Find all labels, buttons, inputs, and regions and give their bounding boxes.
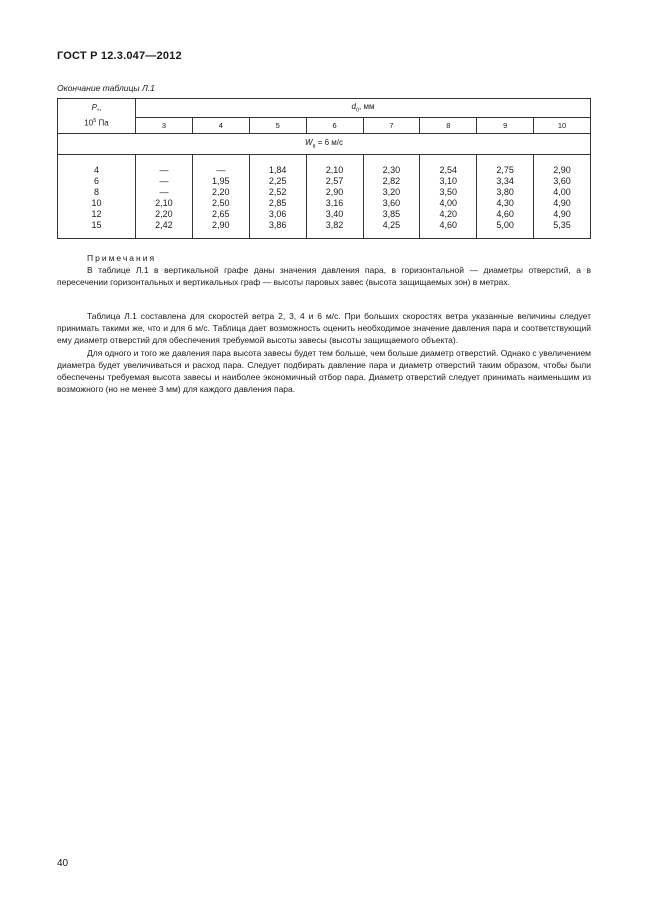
notes-paragraph: В таблице Л.1 в вертикальной графе даны значения давления пара, в горизонтальной — диаметры отверстий, а в пересечении горизонтальных и вертикальных граф — высоты паровых завес (высота защищаемых зон) в метрах. [57,265,591,288]
height-value: — [159,176,169,186]
diameter-col-header: 5 [249,117,306,133]
diameter-col-header: 7 [363,117,420,133]
height-value: 2,42 [155,220,173,230]
table-caption: Окончание таблицы Л.1 [57,83,155,93]
body-text [57,310,591,395]
pressure-value: 4 [93,165,99,175]
height-value: 3,20 [382,187,401,197]
height-column [136,155,193,239]
height-value: 2,75 [496,165,514,175]
height-value: 3,40 [325,209,344,219]
diameter-col-header: 10 [534,117,591,133]
height-value: 4,20 [439,209,458,219]
height-value: 3,34 [496,176,514,186]
pressure-value: 6 [93,176,99,186]
pressure-value: 12 [91,209,102,219]
diameter-col-header: 9 [477,117,534,133]
height-value: 4,00 [553,187,571,197]
pressure-header: $P_*$, $10^5$ Па [58,99,136,134]
height-value: 3,85 [382,209,401,219]
height-value: 1,84 [268,165,287,175]
notes-block [57,252,591,289]
height-column [249,155,306,239]
height-value: 2,85 [268,198,287,208]
height-column [534,155,591,239]
height-value: — [216,165,226,175]
body-paragraph: Для одного и того же давления пара высота завесы будет тем больше, чем больше диаметр отверстий. Однако с увеличением диаметра будет увеличиваться и расход пара. Следует подбирать давление пара и диаметр отверстий таким образом, чтобы были обеспечены требуемая высота завесы и наиболее экономичный отбор пара. Диаметр отверстий следует принимать наименьшим из возможного (но не менее 3 мм) для каждого давления пара. [57,347,592,395]
height-value: 3,82 [325,220,344,230]
height-value: 2,65 [212,209,230,219]
height-value: 4,90 [553,209,571,219]
height-value: 5,00 [496,220,514,230]
wind-speed-subheader: $W_в = 6$ м/с [58,134,591,155]
diameter-col-header: 8 [420,117,477,133]
height-value: 4,00 [439,198,458,208]
height-value: 2,20 [155,209,173,219]
height-value: 1,95 [212,176,230,186]
height-value: 4,90 [553,198,571,208]
height-value: 2,90 [325,187,344,197]
height-value: 3,06 [268,209,287,219]
height-value: 2,54 [439,165,458,175]
height-value: 2,10 [155,198,173,208]
document-title: ГОСТ Р 12.3.047—2012 [57,50,182,62]
page-number: 40 [57,858,69,869]
height-value: — [159,165,169,175]
height-value: 2,57 [325,176,344,186]
height-value: 4,25 [382,220,401,230]
height-value: 3,80 [496,187,514,197]
diameter-col-header: 3 [136,117,193,133]
pressure-column [58,155,136,239]
height-value: 3,60 [553,176,571,186]
height-value: 2,90 [553,165,571,175]
height-value: 2,90 [212,220,230,230]
height-value: — [159,187,169,197]
pressure-value: 10 [91,198,102,208]
height-value: 4,60 [496,209,514,219]
height-value: 2,25 [268,176,287,186]
pressure-value: 15 [91,220,102,230]
height-value: 3,60 [382,198,401,208]
height-value: 5,35 [553,220,571,230]
height-column [363,155,420,239]
height-column [306,155,363,239]
pressure-value: 8 [93,187,99,197]
height-value: 2,20 [212,187,230,197]
notes-heading: Примечания [87,253,157,263]
height-value: 2,50 [212,198,230,208]
diameter-col-header: 4 [192,117,249,133]
height-value: 2,10 [325,165,344,175]
diameter-header: $d_0$, мм [136,99,591,118]
height-value: 2,52 [268,187,287,197]
height-value: 3,86 [268,220,287,230]
height-value: 3,50 [439,187,458,197]
height-value: 4,30 [496,198,514,208]
height-value: 4,60 [439,220,458,230]
data-table [57,98,591,239]
height-value: 3,10 [439,176,458,186]
height-column [477,155,534,239]
height-column [192,155,249,239]
height-value: 3,16 [325,198,344,208]
height-column [420,155,477,239]
height-value: 2,82 [382,176,401,186]
body-paragraph: Таблица Л.1 составлена для скоростей ветра 2, 3, 4 и 6 м/с. При больших скоростях ветра указанные величины следует принимать такими же, что и для 6 м/с. Таблица дает возможность оценить необходимое значение давления пара и соответствующий ему диаметр отверстий для обеспечения требуемой высоты завесы (высоты защищаемого объекта). [57,311,591,346]
diameter-col-header: 6 [306,117,363,133]
height-value: 2,30 [382,165,401,175]
